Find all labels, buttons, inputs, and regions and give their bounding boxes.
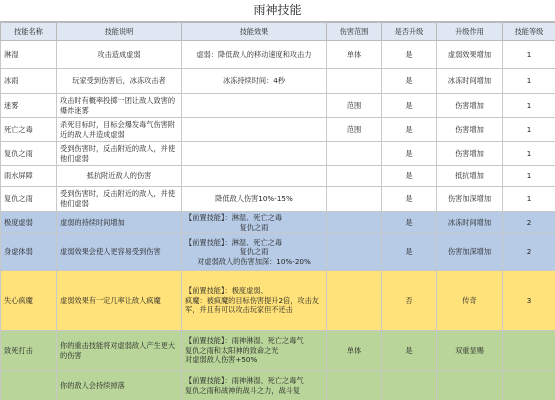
table-row xyxy=(1,331,555,371)
skill-effect-cell xyxy=(182,234,327,271)
skill-desc-cell: 虚弱效果会使人更容易受到伤害 xyxy=(57,234,182,271)
range-cell xyxy=(327,234,382,271)
prerequisite-text: 【前置技能】：极度虚弱、 xyxy=(185,286,268,296)
range-cell: 范围 xyxy=(327,94,382,118)
table-row xyxy=(1,142,555,166)
skill-desc-cell: 受到伤害时，反击附近的敌人，并使他们虚弱 xyxy=(57,187,182,212)
table-row xyxy=(1,212,555,234)
function-cell xyxy=(437,371,503,400)
skill-effect-cell xyxy=(182,212,327,234)
range-cell xyxy=(327,371,382,400)
level-cell: 3 xyxy=(503,271,555,331)
prerequisite-text: 【前置技能】：淋湿、死亡之毒 xyxy=(185,237,283,247)
upgrade-cell: 是 xyxy=(382,212,437,234)
function-cell: 伤害加深增加 xyxy=(437,234,503,271)
skill-effect-cell: 冰冻持续时间：4秒 xyxy=(182,69,327,94)
upgrade-cell: 是 xyxy=(382,166,437,187)
level-cell: 1 xyxy=(503,118,555,142)
skill-effect-cell xyxy=(182,271,327,331)
skills-table xyxy=(0,22,555,400)
range-cell xyxy=(327,187,382,212)
level-cell: 1 xyxy=(503,166,555,187)
function-cell: 伤害增加 xyxy=(437,142,503,166)
header-cell: 技能名称 xyxy=(1,23,57,41)
effect-text: 复仇之雨 xyxy=(239,222,269,232)
skill-desc-cell: 虚弱的持续时间增加 xyxy=(57,212,182,234)
skill-effect-cell: 降低敌人伤害10%-15% xyxy=(182,187,327,212)
skill-desc-cell: 攻击造成虚弱 xyxy=(57,41,182,69)
skill-name-cell: 失心疯魔 xyxy=(1,271,57,331)
upgrade-cell: 是 xyxy=(382,331,437,371)
upgrade-cell: 是 xyxy=(382,69,437,94)
header-cell: 升级作用 xyxy=(437,23,503,41)
skill-name-cell: 复仇之雨 xyxy=(1,187,57,212)
skill-name-cell: 雨水屏障 xyxy=(1,166,57,187)
table-row xyxy=(1,187,555,212)
skill-name-cell: 死亡之毒 xyxy=(1,118,57,142)
header-cell: 技能效果 xyxy=(182,23,327,41)
header-cell: 是否升级 xyxy=(382,23,437,41)
function-cell: 伤害增加 xyxy=(437,94,503,118)
upgrade-cell: 是 xyxy=(382,118,437,142)
skill-effect-cell xyxy=(182,371,327,400)
function-cell: 伤害加深增加 xyxy=(437,187,503,212)
table-row xyxy=(1,271,555,331)
skill-name-cell: 致死打击 xyxy=(1,331,57,371)
skill-effect-cell xyxy=(182,331,327,371)
level-cell: 2 xyxy=(503,212,555,234)
range-cell: 范围 xyxy=(327,118,382,142)
table-row xyxy=(1,94,555,118)
header-cell: 伤害范围 xyxy=(327,23,382,41)
sheet-title: 雨神技能 xyxy=(0,0,555,22)
table-row xyxy=(1,234,555,271)
range-cell: 单体 xyxy=(327,331,382,371)
range-cell xyxy=(327,69,382,94)
skill-desc-cell: 玩家受到伤害后，冰冻攻击者 xyxy=(57,69,182,94)
skill-name-cell: 身虚体弱 xyxy=(1,234,57,271)
effect-text: 复仇之雨和太阳神的致命之光 对虚弱敌人伤害+50% xyxy=(185,345,279,365)
upgrade-cell: 否 xyxy=(382,271,437,331)
skill-name-cell: 迷雾 xyxy=(1,94,57,118)
range-cell xyxy=(327,142,382,166)
skill-effect-cell: 虚弱：降低敌人的移动速度和攻击力 xyxy=(182,41,327,69)
level-cell: 1 xyxy=(503,94,555,118)
table-row xyxy=(1,69,555,94)
skill-desc-cell: 你的重击技能将对虚弱敌人产生更大的伤害 xyxy=(57,331,182,371)
range-cell xyxy=(327,166,382,187)
level-cell: 1 xyxy=(503,187,555,212)
function-cell: 虚弱效果增加 xyxy=(437,41,503,69)
level-cell: 1 xyxy=(503,142,555,166)
skill-name-cell: 淋湿 xyxy=(1,41,57,69)
table-row xyxy=(1,41,555,69)
skill-desc-cell: 你的敌人会持续掉落 xyxy=(57,371,182,400)
function-cell: 伤害增加 xyxy=(437,118,503,142)
level-cell: 1 xyxy=(503,41,555,69)
header-cell: 技能等级 xyxy=(503,23,555,41)
prerequisite-text: 【前置技能】：雨神淋湿、死亡之毒气 xyxy=(185,376,304,386)
level-cell xyxy=(503,371,555,400)
function-cell: 抵抗增加 xyxy=(437,166,503,187)
skill-effect-cell xyxy=(182,94,327,118)
function-cell: 冰冻时间增加 xyxy=(437,212,503,234)
table-row xyxy=(1,166,555,187)
effect-text: 疯魔：被疯魔的目标伤害提升2倍，攻击友军，并且有可以攻击玩家但不还击 xyxy=(185,295,319,315)
skill-desc-cell: 抵抗附近敌人的伤害 xyxy=(57,166,182,187)
range-cell: 单体 xyxy=(327,41,382,69)
upgrade-cell: 是 xyxy=(382,94,437,118)
skill-effect-cell xyxy=(182,118,327,142)
upgrade-cell: 是 xyxy=(382,187,437,212)
skill-effect-cell xyxy=(182,166,327,187)
level-cell: 2 xyxy=(503,234,555,271)
effect-text: 复仇之雨 对虚弱敌人的伤害加深：10%-20% xyxy=(197,247,311,266)
skill-desc-cell: 虚弱效果有一定几率让敌人疯魔 xyxy=(57,271,182,331)
skill-name-cell xyxy=(1,371,57,400)
skill-effect-cell xyxy=(182,142,327,166)
skill-desc-cell: 受到伤害时，反击附近的敌人，并使他们虚弱 xyxy=(57,142,182,166)
function-cell: 冰冻时间增加 xyxy=(437,69,503,94)
range-cell xyxy=(327,212,382,234)
skill-name-cell: 冰雨 xyxy=(1,69,57,94)
level-cell: 1 xyxy=(503,69,555,94)
skill-name-cell: 极度虚弱 xyxy=(1,212,57,234)
table-row xyxy=(1,371,555,400)
prerequisite-text: 【前置技能】：淋湿、死亡之毒 xyxy=(185,213,283,222)
upgrade-cell: 是 xyxy=(382,142,437,166)
skill-name-cell: 复仇之雨 xyxy=(1,142,57,166)
skill-desc-cell: 杀死目标时，目标会爆发毒气伤害附近的敌人并造成虚弱 xyxy=(57,118,182,142)
upgrade-cell: 是 xyxy=(382,41,437,69)
prerequisite-text: 【前置技能】：雨神淋湿、死亡之毒气 xyxy=(185,336,304,346)
effect-text: 复仇之雨和战神的战斗之力，战斗复 xyxy=(185,385,301,395)
range-cell xyxy=(327,271,382,331)
skill-desc-cell: 攻击时有概率投掷一团让敌人致害的爆炸迷雾 xyxy=(57,94,182,118)
level-cell xyxy=(503,331,555,371)
header-cell: 技能说明 xyxy=(57,23,182,41)
upgrade-cell xyxy=(382,371,437,400)
table-row xyxy=(1,118,555,142)
upgrade-cell: 是 xyxy=(382,234,437,271)
header-row xyxy=(1,23,555,41)
function-cell: 双重显赐 xyxy=(437,331,503,371)
function-cell: 传奇 xyxy=(437,271,503,331)
